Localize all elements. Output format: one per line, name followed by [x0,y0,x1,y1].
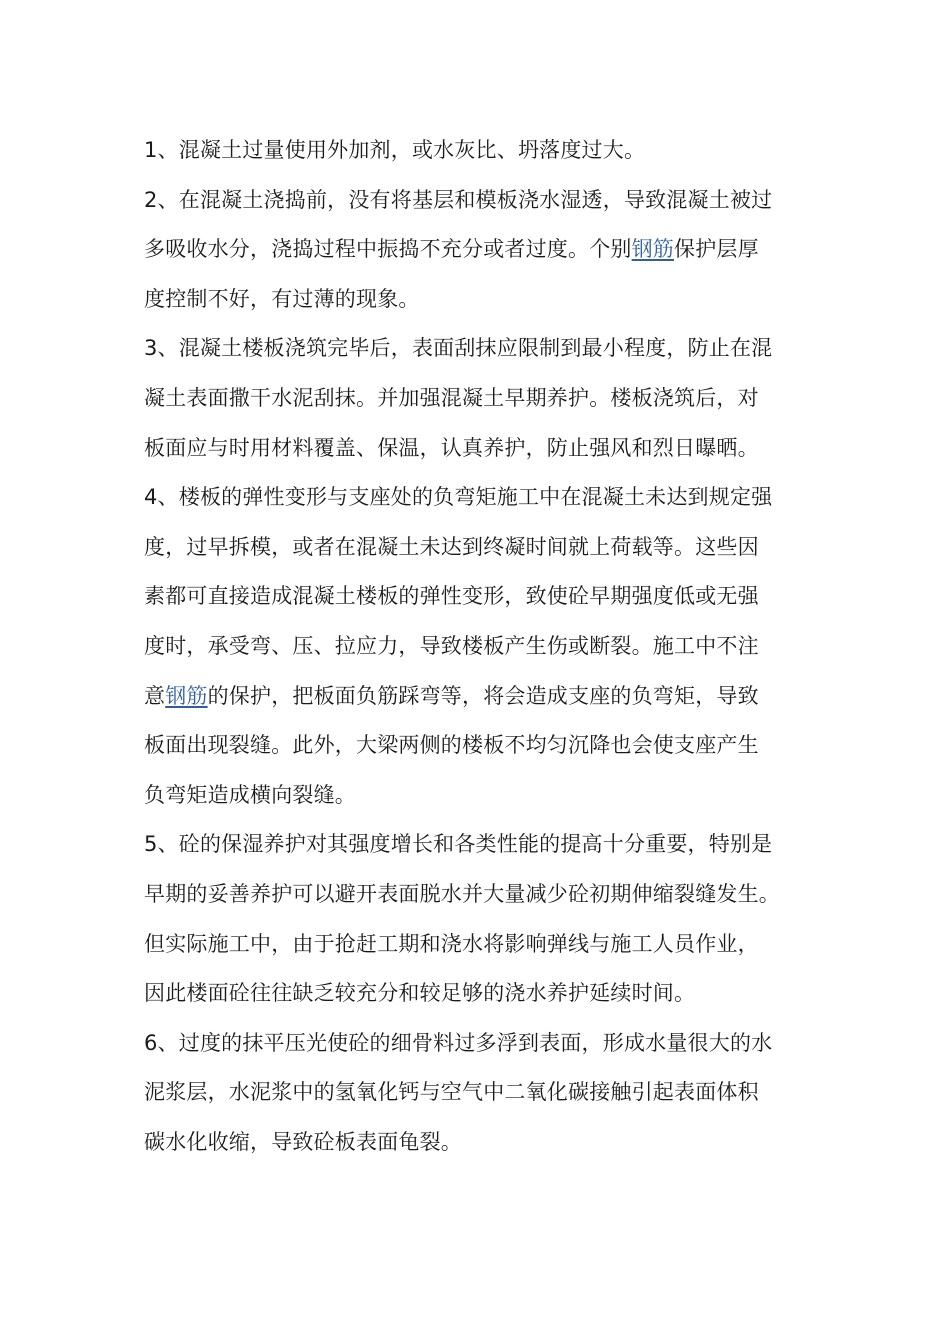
text-line [144,225,810,275]
text-segment: 多吸收水分，浇捣过程中振捣不充分或者过度。个别 [144,237,632,262]
paragraph-4 [144,473,810,820]
text-line: 负弯矩造成横向裂缝。 [144,782,356,807]
text-line: 素都可直接造成混凝土楼板的弹性变形，致使砼早期强度低或无强 [144,584,759,609]
paragraph-5 [144,820,810,1018]
text-line: 1、混凝土过量使用外加剂，或水灰比、坍落度过大。 [144,138,646,162]
text-line [144,672,810,722]
text-line: 度控制不好，有过薄的现象。 [144,286,420,311]
text-line: 碳水化收缩，导致砼板表面龟裂。 [144,1129,462,1154]
text-line: 3、混凝土楼板浇筑完毕后，表面刮抹应限制到最小程度，防止在混 [144,336,773,361]
rebar-link[interactable]: 钢筋 [165,683,208,708]
document-body [144,126,810,1167]
paragraph-3 [144,324,810,473]
text-line: 5、砼的保湿养护对其强度增长和各类性能的提高十分重要，特别是 [144,832,773,857]
paragraph-2 [144,176,810,325]
text-segment: 保护层厚 [674,237,759,262]
text-line: 板面应与时用材料覆盖、保温，认真养护，防止强风和烈日曝晒。 [144,435,759,460]
text-line: 6、过度的抹平压光使砼的细骨料过多浮到表面，形成水量很大的水 [144,1030,773,1055]
text-line: 早期的妥善养护可以避开表面脱水并大量减少砼初期伸缩裂缝发生。 [144,881,780,906]
text-line: 板面出现裂缝。此外，大梁两侧的楼板不均匀沉降也会使支座产生 [144,733,759,758]
rebar-link[interactable]: 钢筋 [631,237,675,262]
text-line: 度，过早拆模，或者在混凝土未达到终凝时间就上荷载等。这些因 [144,534,759,559]
text-segment: 意 [144,683,166,708]
text-segment: 的保护，把板面负筋踩弯等，将会造成支座的负弯矩，导致 [207,683,759,708]
text-line: 凝土表面撒干水泥刮抹。并加强混凝土早期养护。楼板浇筑后，对 [144,385,759,410]
paragraph-6 [144,1019,810,1168]
text-line: 因此楼面砼往往缺乏较充分和较足够的浇水养护延续时间。 [144,981,696,1006]
text-line: 但实际施工中，由于抢赶工期和浇水将影响弹线与施工人员作业， [144,931,759,956]
paragraph-1 [144,126,810,176]
text-line: 泥浆层，水泥浆中的氢氧化钙与空气中二氧化碳接触引起表面体积 [144,1080,759,1105]
text-line: 2、在混凝土浇捣前，没有将基层和模板浇水湿透，导致混凝土被过 [144,187,773,212]
text-line: 4、楼板的弹性变形与支座处的负弯矩施工中在混凝土未达到规定强 [144,485,773,510]
text-line: 度时，承受弯、压、拉应力，导致楼板产生伤或断裂。施工中不注 [144,633,759,658]
